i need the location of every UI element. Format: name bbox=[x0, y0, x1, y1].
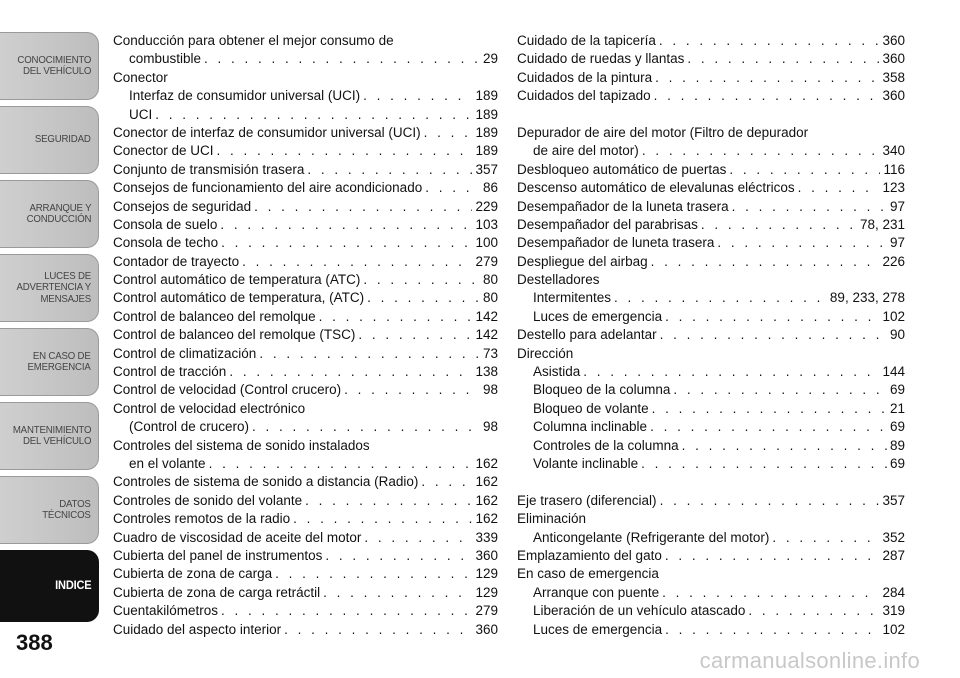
entry-page: 279 bbox=[475, 253, 498, 269]
leader-dots bbox=[204, 50, 480, 68]
entry-label: Control de balanceo del remolque (TSC) bbox=[113, 327, 356, 343]
entry-page: 69 bbox=[889, 455, 905, 471]
entry-page: 89 bbox=[889, 437, 905, 453]
index-entry bbox=[113, 418, 498, 436]
tab-label: SEGURIDAD bbox=[35, 133, 91, 146]
leader-dots bbox=[363, 271, 480, 289]
leader-dots bbox=[654, 87, 880, 105]
entry-label: Destello para adelantar bbox=[517, 327, 657, 343]
leader-dots bbox=[323, 584, 472, 602]
entry-label: Cuentakilómetros bbox=[113, 603, 219, 619]
tab-indice[interactable] bbox=[0, 550, 99, 622]
entry-label: Dirección bbox=[517, 345, 574, 361]
entry-page: 102 bbox=[882, 621, 905, 637]
index-entry bbox=[517, 437, 905, 455]
entry-label: Control automático de temperatura, (ATC) bbox=[113, 290, 365, 306]
entry-label: Control de velocidad electrónico bbox=[113, 400, 306, 416]
entry-label: Cubierta de zona de carga bbox=[113, 566, 273, 582]
entry-label: Controles de la columna bbox=[533, 437, 679, 453]
entry-page: 162 bbox=[475, 511, 498, 527]
entry-label: Consola de suelo bbox=[113, 216, 218, 232]
leader-dots bbox=[367, 289, 480, 307]
leader-dots bbox=[325, 547, 472, 565]
entry-label: Anticongelante (Refrigerante del motor) bbox=[533, 529, 770, 545]
entry-page: 360 bbox=[882, 51, 905, 67]
leader-dots bbox=[641, 455, 887, 473]
index-entry bbox=[517, 50, 905, 68]
tab-arranque-y-conduccion[interactable] bbox=[0, 180, 99, 248]
index-entry bbox=[517, 69, 905, 87]
entry-page: 189 bbox=[475, 143, 498, 159]
entry-page: 162 bbox=[475, 455, 498, 471]
tab-mantenimiento-del-vehiculo[interactable] bbox=[0, 402, 99, 470]
leader-dots bbox=[660, 326, 887, 344]
tab-conocimiento-del-vehiculo[interactable] bbox=[0, 32, 99, 100]
index-entry bbox=[113, 455, 498, 473]
section-tabs bbox=[0, 0, 104, 625]
tab-label: CONOCIMIENTO DEL VEHÍCULO bbox=[17, 53, 91, 77]
index-entry bbox=[517, 621, 905, 639]
leader-dots bbox=[358, 326, 472, 344]
leader-dots bbox=[259, 345, 480, 363]
entry-page: 189 bbox=[475, 124, 498, 140]
index-entry bbox=[113, 345, 498, 363]
entry-page: 116 bbox=[883, 161, 905, 177]
entry-label: Arranque con puente bbox=[533, 584, 660, 600]
entry-page: 103 bbox=[475, 216, 498, 232]
leader-dots bbox=[798, 179, 880, 197]
index-entry bbox=[517, 142, 905, 160]
entry-label: Descenso automático de elevalunas eléctricos bbox=[517, 180, 795, 196]
index-entry bbox=[113, 565, 498, 583]
index-entry bbox=[517, 198, 905, 216]
entry-label: Emplazamiento del gato bbox=[517, 547, 662, 563]
entry-label: Depurador de aire del motor (Filtro de depurador bbox=[517, 124, 809, 140]
index-entry bbox=[517, 271, 905, 289]
index-entry bbox=[113, 289, 498, 307]
index-entry bbox=[113, 308, 498, 326]
index-entry bbox=[113, 69, 498, 87]
entry-page: 86 bbox=[482, 180, 498, 196]
index-entry bbox=[517, 345, 905, 363]
entry-label: Controles de sistema de sonido a distancia (Radio) bbox=[113, 474, 419, 490]
index-column-right bbox=[517, 32, 905, 639]
leader-dots bbox=[772, 529, 879, 547]
entry-label: Desempañador de luneta trasera bbox=[517, 235, 715, 251]
leader-dots bbox=[642, 142, 880, 160]
entry-label: Luces de emergencia bbox=[533, 308, 663, 324]
index-entry bbox=[517, 547, 905, 565]
leader-dots bbox=[583, 363, 879, 381]
leader-dots bbox=[221, 602, 472, 620]
entry-label: Desbloqueo automático de puertas bbox=[517, 161, 727, 177]
entry-page: 357 bbox=[475, 161, 498, 177]
entry-label: Luces de emergencia bbox=[533, 621, 663, 637]
entry-page: 189 bbox=[475, 88, 498, 104]
entry-page: 73 bbox=[482, 345, 498, 361]
entry-page: 123 bbox=[882, 180, 905, 196]
entry-page: 97 bbox=[889, 235, 905, 251]
index-entry bbox=[517, 565, 905, 583]
entry-label: Cuidados del tapizado bbox=[517, 88, 651, 104]
index-entry bbox=[113, 529, 498, 547]
entry-label: Eliminación bbox=[517, 511, 587, 527]
index-entry bbox=[517, 161, 905, 179]
index-entry bbox=[113, 547, 498, 565]
leader-dots bbox=[682, 437, 887, 455]
entry-page: 358 bbox=[882, 69, 905, 85]
leader-dots bbox=[307, 161, 472, 179]
entry-label: Asistida bbox=[533, 364, 581, 380]
entry-label: Cubierta de zona de carga retráctil bbox=[113, 584, 321, 600]
index-entry bbox=[113, 326, 498, 344]
index-entry bbox=[517, 418, 905, 436]
tab-label: MANTENIMIENTO DEL VEHÍCULO bbox=[12, 423, 91, 447]
index-entry bbox=[517, 381, 905, 399]
entry-label: Control de velocidad (Control crucero) bbox=[113, 382, 342, 398]
entry-page: 78, 231 bbox=[859, 216, 905, 232]
index-entry bbox=[113, 142, 498, 160]
tab-luces-de-advertencia[interactable] bbox=[0, 254, 99, 322]
entry-page: 98 bbox=[482, 419, 498, 435]
index-entry bbox=[517, 584, 905, 602]
entry-label: Control de tracción bbox=[113, 364, 227, 380]
entry-label: Control de balanceo del remolque bbox=[113, 308, 316, 324]
index-entry bbox=[113, 179, 498, 197]
entry-page: 287 bbox=[882, 547, 905, 563]
entry-label: Intermitentes bbox=[533, 290, 612, 306]
leader-dots bbox=[614, 289, 827, 307]
index-entry bbox=[113, 437, 498, 455]
index-entry bbox=[113, 50, 498, 68]
entry-page: 102 bbox=[882, 308, 905, 324]
index-entry bbox=[113, 161, 498, 179]
index-entry bbox=[113, 602, 498, 620]
index-entry bbox=[113, 621, 498, 639]
tab-datos-tecnicos[interactable] bbox=[0, 476, 99, 544]
index-entry bbox=[517, 308, 905, 326]
index-entry bbox=[517, 492, 905, 510]
tab-label: EN CASO DE EMERGENCIA bbox=[27, 349, 91, 373]
entry-label: Conector de UCI bbox=[113, 143, 214, 159]
tab-en-caso-de-emergencia[interactable] bbox=[0, 328, 99, 396]
entry-page: 360 bbox=[475, 621, 498, 637]
entry-page: 138 bbox=[475, 364, 498, 380]
entry-page: 100 bbox=[475, 235, 498, 251]
leader-dots bbox=[748, 602, 879, 620]
index-entry bbox=[517, 32, 905, 50]
entry-label: Contador de trayecto bbox=[113, 253, 240, 269]
index-entry bbox=[113, 381, 498, 399]
entry-label: Cubierta del panel de instrumentos bbox=[113, 547, 323, 563]
entry-label: Bloqueo de la columna bbox=[533, 382, 671, 398]
index-entry bbox=[113, 253, 498, 271]
index-entry bbox=[113, 271, 498, 289]
entry-page: 226 bbox=[882, 253, 905, 269]
leader-dots bbox=[701, 216, 857, 234]
leader-dots bbox=[155, 106, 472, 124]
index-entry bbox=[113, 492, 498, 510]
entry-page: 352 bbox=[882, 529, 905, 545]
entry-label: en el volante bbox=[129, 455, 206, 471]
leader-dots bbox=[221, 234, 472, 252]
leader-dots bbox=[421, 473, 472, 491]
index-entry bbox=[113, 510, 498, 528]
tab-label: DATOS TÉCNICOS bbox=[42, 497, 91, 521]
index-entry bbox=[517, 289, 905, 307]
entry-label: Controles del sistema de sonido instalados bbox=[113, 437, 370, 453]
entry-label: Bloqueo de volante bbox=[533, 400, 649, 416]
index-entry bbox=[517, 234, 905, 252]
leader-dots bbox=[652, 400, 887, 418]
index-entry bbox=[517, 455, 905, 473]
entry-page: 21 bbox=[889, 400, 905, 416]
entry-label: Eje trasero (diferencial) bbox=[517, 492, 657, 508]
watermark: carmanualsonline.info bbox=[699, 648, 920, 673]
entry-page: 144 bbox=[882, 364, 905, 380]
index-entry bbox=[113, 216, 498, 234]
entry-page: 229 bbox=[475, 198, 498, 214]
index-entry bbox=[517, 87, 905, 105]
entry-page: 360 bbox=[882, 88, 905, 104]
index-entry bbox=[517, 124, 905, 142]
index-entry bbox=[517, 363, 905, 381]
entry-label: Interfaz de consumidor universal (UCI) bbox=[129, 88, 361, 104]
leader-dots bbox=[651, 253, 880, 271]
entry-page: 69 bbox=[889, 419, 905, 435]
leader-dots bbox=[319, 308, 473, 326]
index-entry bbox=[517, 253, 905, 271]
entry-page: 97 bbox=[889, 198, 905, 214]
index-entry bbox=[113, 198, 498, 216]
entry-page: 80 bbox=[482, 290, 498, 306]
entry-label: Controles remotos de la radio bbox=[113, 511, 291, 527]
entry-label: Cuidados de la pintura bbox=[517, 69, 653, 85]
entry-label: Control de climatización bbox=[113, 345, 257, 361]
page-number: 388 bbox=[16, 630, 53, 655]
index-entry bbox=[517, 602, 905, 620]
tab-label: ARRANQUE Y CONDUCCIÓN bbox=[26, 201, 91, 225]
entry-page: 189 bbox=[475, 106, 498, 122]
entry-label: Control automático de temperatura (ATC) bbox=[113, 272, 361, 288]
entry-label: UCI bbox=[129, 106, 153, 122]
entry-label: En caso de emergencia bbox=[517, 566, 659, 582]
entry-label: de aire del motor) bbox=[533, 143, 639, 159]
entry-label: Cuidado de la tapicería bbox=[517, 33, 656, 48]
entry-label: Cuidado de ruedas y llantas bbox=[517, 51, 685, 67]
entry-label: Conector de interfaz de consumidor universal (UCI) bbox=[113, 124, 421, 140]
index-entry bbox=[517, 326, 905, 344]
entry-label: Destelladores bbox=[517, 272, 600, 288]
entry-page: 162 bbox=[475, 474, 498, 490]
leader-dots bbox=[425, 179, 480, 197]
entry-label: Volante inclinable bbox=[533, 455, 639, 471]
leader-dots bbox=[660, 492, 880, 510]
entry-page: 29 bbox=[482, 51, 498, 67]
entry-label: Despliegue del airbag bbox=[517, 253, 648, 269]
leader-dots bbox=[229, 363, 472, 381]
leader-dots bbox=[662, 584, 879, 602]
leader-dots bbox=[729, 161, 880, 179]
index-entry bbox=[113, 124, 498, 142]
entry-label: Consejos de funcionamiento del aire acondicionado bbox=[113, 180, 423, 196]
index-entry bbox=[113, 584, 498, 602]
entry-label: Cuidado del aspecto interior bbox=[113, 621, 282, 637]
entry-page: 129 bbox=[475, 584, 498, 600]
leader-dots bbox=[364, 529, 472, 547]
index-entry bbox=[517, 216, 905, 234]
entry-page: 360 bbox=[475, 547, 498, 563]
entry-label: Cuadro de viscosidad de aceite del motor bbox=[113, 529, 362, 545]
leader-dots bbox=[659, 32, 880, 50]
entry-label: Consola de techo bbox=[113, 235, 219, 251]
tab-seguridad[interactable] bbox=[0, 106, 99, 174]
leader-dots bbox=[284, 621, 472, 639]
leader-dots bbox=[242, 253, 472, 271]
entry-page: 279 bbox=[475, 603, 498, 619]
entry-label: Desempañador de la luneta trasera bbox=[517, 198, 729, 214]
entry-page: 319 bbox=[882, 603, 905, 619]
leader-dots bbox=[665, 621, 879, 639]
entry-label: Columna inclinable bbox=[533, 419, 648, 435]
leader-dots bbox=[305, 492, 472, 510]
leader-dots bbox=[673, 381, 887, 399]
leader-dots bbox=[732, 198, 887, 216]
leader-dots bbox=[217, 142, 473, 160]
entry-label: combustible bbox=[129, 51, 202, 67]
entry-page: 142 bbox=[475, 308, 498, 324]
index-entry bbox=[517, 510, 905, 528]
leader-dots bbox=[344, 381, 480, 399]
entry-page: 142 bbox=[475, 327, 498, 343]
leader-dots bbox=[220, 216, 472, 234]
index-entry bbox=[517, 179, 905, 197]
leader-dots bbox=[687, 50, 879, 68]
leader-dots bbox=[650, 418, 887, 436]
index-entry bbox=[113, 87, 498, 105]
index-entry bbox=[517, 400, 905, 418]
index-entry bbox=[113, 363, 498, 381]
leader-dots bbox=[363, 87, 472, 105]
index-entry bbox=[113, 32, 498, 50]
entry-page: 360 bbox=[882, 33, 905, 48]
leader-dots bbox=[424, 124, 473, 142]
entry-label: Consejos de seguridad bbox=[113, 198, 252, 214]
entry-label: (Control de crucero) bbox=[129, 419, 250, 435]
entry-label: Desempañador del parabrisas bbox=[517, 216, 698, 232]
entry-page: 339 bbox=[475, 529, 498, 545]
index-column-left bbox=[113, 32, 498, 639]
index-entry bbox=[113, 473, 498, 491]
leader-dots bbox=[275, 565, 472, 583]
leader-dots bbox=[665, 547, 880, 565]
entry-page: 284 bbox=[882, 584, 905, 600]
entry-label: Conector bbox=[113, 69, 168, 85]
index-entry bbox=[517, 529, 905, 547]
leader-dots bbox=[665, 308, 879, 326]
leader-dots bbox=[717, 234, 887, 252]
entry-page: 90 bbox=[889, 327, 905, 343]
leader-dots bbox=[655, 69, 879, 87]
leader-dots bbox=[252, 418, 480, 436]
leader-dots bbox=[254, 198, 472, 216]
entry-page: 89, 233, 278 bbox=[829, 290, 905, 306]
entry-label: Liberación de un vehículo atascado bbox=[533, 603, 746, 619]
entry-page: 340 bbox=[882, 143, 905, 159]
index-entry bbox=[113, 106, 498, 124]
entry-page: 357 bbox=[882, 492, 905, 508]
tab-label: LUCES DE ADVERTENCIA Y MENSAJES bbox=[16, 269, 91, 305]
entry-page: 80 bbox=[482, 272, 498, 288]
entry-page: 98 bbox=[482, 382, 498, 398]
entry-label: Conjunto de transmisión trasera bbox=[113, 161, 305, 177]
entry-page: 69 bbox=[889, 382, 905, 398]
leader-dots bbox=[209, 455, 473, 473]
entry-page: 162 bbox=[475, 492, 498, 508]
index-entry bbox=[113, 234, 498, 252]
entry-label: Controles de sonido del volante bbox=[113, 492, 303, 508]
leader-dots bbox=[293, 510, 472, 528]
index-entry bbox=[113, 400, 498, 418]
entry-page: 129 bbox=[475, 566, 498, 582]
entry-label: Conducción para obtener el mejor consumo de bbox=[113, 33, 394, 48]
tab-label: INDICE bbox=[54, 578, 91, 593]
